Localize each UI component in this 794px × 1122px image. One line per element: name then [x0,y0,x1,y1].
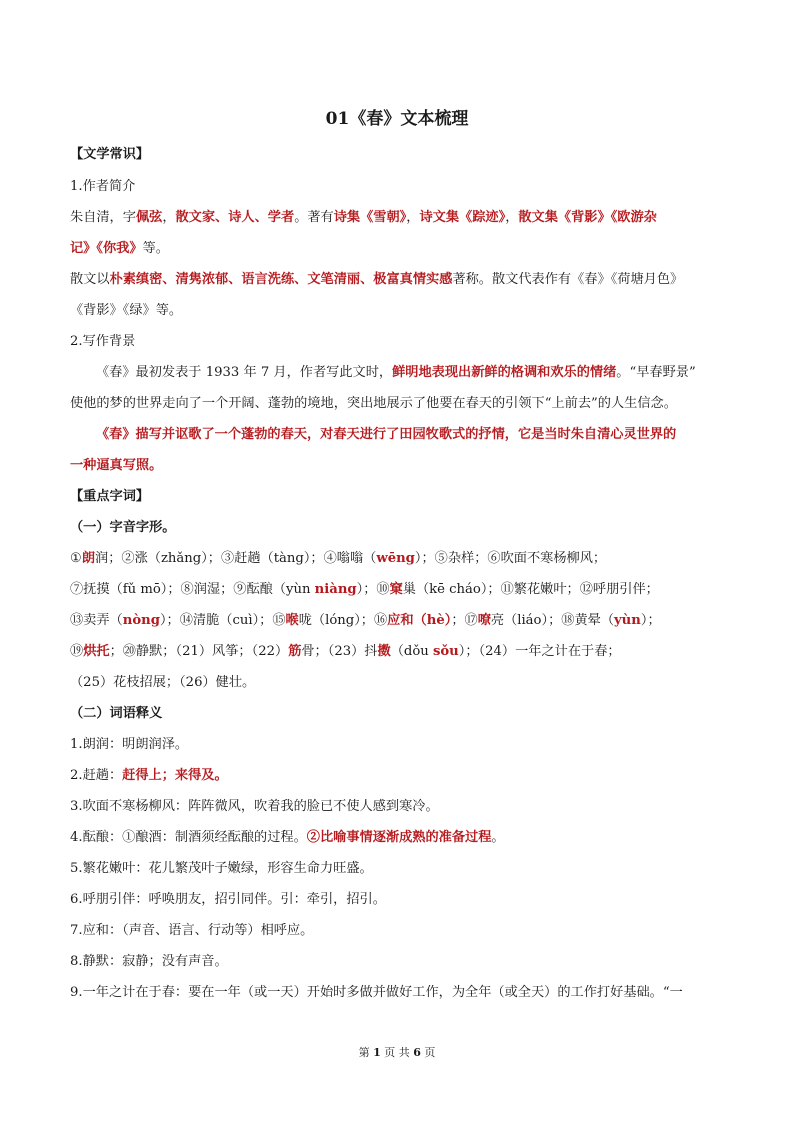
text-segment: ）；⑤杂样；⑥吹面不寒杨柳风； [414,551,607,566]
text-segment: 8.静默：寂静；没有声音。 [70,954,228,969]
text-segment: ， [505,210,519,225]
text-segment: 5.繁花嫩叶：花儿繁茂叶子嫩绿，形容生命力旺盛。 [70,861,373,876]
text-line [70,922,730,940]
highlighted-text: 诗集《雪朝》 [333,210,407,225]
highlighted-text: 窠 [389,582,403,597]
text-line [70,457,730,475]
text-line [70,178,730,196]
highlighted-text: nòng [122,613,160,628]
highlighted-text: 嘹 [477,613,491,628]
current-page-number: 1 [373,1046,381,1059]
text-line [70,240,730,258]
text-segment: ）； [640,613,661,628]
highlighted-text: 诗文集《踪迹》 [419,210,506,225]
text-line [70,860,730,878]
highlighted-text: 散文家、诗人、学者 [175,210,295,225]
text-segment: 7.应和：（声音、语言、行动等）相呼应。 [70,923,314,938]
highlighted-text: niàng [314,582,357,597]
highlighted-text: 《春》描写并讴歌了一个蓬勃的春天，对春天进行了田园牧歌式的抒情，它是当时朱自清心灵世界的 [96,427,677,442]
text-segment: 。“早春野景” [616,365,696,380]
text-segment: 《背影》《绿》等。 [70,303,183,318]
highlighted-text: 筋 [288,644,302,659]
text-segment: ⑲ [70,644,84,659]
text-line [70,767,730,785]
text-segment: 巢（kē cháo）；⑪繁花嫩叶；⑫呼朋引伴； [402,582,659,597]
highlighted-text: ②比喻事情逐渐成熟的准备过程 [306,830,492,845]
text-segment: 散文以 [70,272,110,287]
text-segment: 1.作者简介 [70,179,136,194]
text-line [70,953,730,971]
text-line [70,395,730,413]
text-segment: 2.写作背景 [70,334,136,349]
text-line [70,643,730,661]
text-segment: 9.一年之计在于春：要在一年（或一天）开始时多做并做好工作，为全年（或全天）的工作打好基础。“一 [70,985,683,1000]
bold-text: （一）字音字形。 [70,520,176,535]
text-line [70,829,730,847]
text-line [70,302,730,320]
text-segment: （25）花枝招展；（26）健壮。 [70,675,256,690]
text-segment: （dǒu [390,644,433,659]
text-segment: 润；②涨（zhǎng）；③赶趟（tàng）；④嗡嗡（ [95,551,377,566]
text-segment: 骨；（23）抖 [301,644,378,659]
highlighted-text: 朴素缜密、清隽浓郁、语言洗练、文笔清丽、极富真情实感 [109,272,453,287]
text-segment: 1.朗润：明朗润泽。 [70,737,189,752]
highlighted-text: 烘托 [83,644,110,659]
text-segment: ⑬卖弄（ [70,613,123,628]
text-segment: 咙（lóng）；⑯ [298,613,388,628]
bold-text: 【重点字词】 [70,489,150,504]
text-line [70,488,730,506]
text-segment: ）；（24）一年之计在于春； [458,644,621,659]
text-segment: ）；⑩ [356,582,390,597]
text-line [70,146,730,164]
text-line [70,891,730,909]
text-segment: 使他的梦的世界走向了一个开阔、蓬勃的境地，突出地展示了他要在春天的引领下“上前去”的人生信念。 [70,396,677,411]
footer-suffix: 页 [420,1046,436,1059]
footer-middle: 页 共 [380,1046,414,1059]
text-segment: ， [162,210,176,225]
highlighted-text: 鲜明地表现出新鲜的格调和欢乐的情绪 [392,365,617,380]
document-title: 01《春》文本梳理 [325,109,469,129]
text-line [70,426,756,444]
text-segment: 朱自清，字 [70,210,136,225]
highlighted-text: sǒu [432,644,459,659]
text-line [70,612,730,630]
highlighted-text: wēng [376,551,415,566]
text-segment: ， [406,210,420,225]
text-segment: 3.吹面不寒杨柳风：阵阵微风，吹着我的脸已不使人感到寒冷。 [70,799,439,814]
bold-text: 【文学常识】 [70,147,150,162]
text-line [70,581,730,599]
highlighted-text: 佩弦 [135,210,163,225]
text-line [70,209,730,227]
text-line [70,364,756,382]
text-segment: 4.酝酿：①酿酒：制酒须经酝酿的过程。 [70,830,307,845]
bold-text: （二）词语释义 [70,706,163,721]
text-segment: ① [70,551,82,566]
text-segment: 等。 [142,241,169,256]
text-segment: 亮（liáo）；⑱黄晕（ [490,613,615,628]
text-line [70,736,730,754]
highlighted-text: 喉 [285,613,299,628]
footer-prefix: 第 [358,1046,374,1059]
text-segment: 。 [491,830,505,845]
text-segment: ）；⑭清脆（cuì）；⑮ [159,613,286,628]
text-segment: ；⑰ [451,613,478,628]
text-line [70,333,730,351]
highlighted-text: 朗 [81,551,96,566]
text-segment: 《春》最初发表于 1933 年 7 月，作者写此文时， [96,365,393,380]
text-segment: ⑦抚摸（fǔ mō）；⑧润湿；⑨酝酿（yùn [70,582,315,597]
text-line [70,798,730,816]
highlighted-text: 记》《你我》 [70,241,143,256]
text-line [70,674,730,692]
highlighted-text: 一种逼真写照。 [70,458,163,473]
highlighted-text: 赶得上；来得及。 [122,768,228,783]
text-line [70,271,730,289]
text-segment: 6.呼朋引伴：呼唤朋友，招引同伴。引：牵引，招引。 [70,892,386,907]
text-line [70,705,730,723]
highlighted-text: 应和（hè） [387,613,452,628]
text-line [70,519,730,537]
total-page-count: 6 [413,1046,421,1059]
text-segment: ；⑳静默；（21）风筝；（22） [109,644,289,659]
highlighted-text: 散文集《背影》《欧游杂 [518,210,657,225]
highlighted-text: 擞 [377,644,391,659]
page-footer [0,1044,794,1060]
text-segment: 著称。散文代表作有《春》《荷塘月色》 [452,272,684,287]
highlighted-text: yùn [614,613,641,628]
text-line [70,984,730,1002]
text-segment: 2.赶趟： [70,768,123,783]
text-segment: 。著有 [294,210,334,225]
text-line [70,550,730,568]
